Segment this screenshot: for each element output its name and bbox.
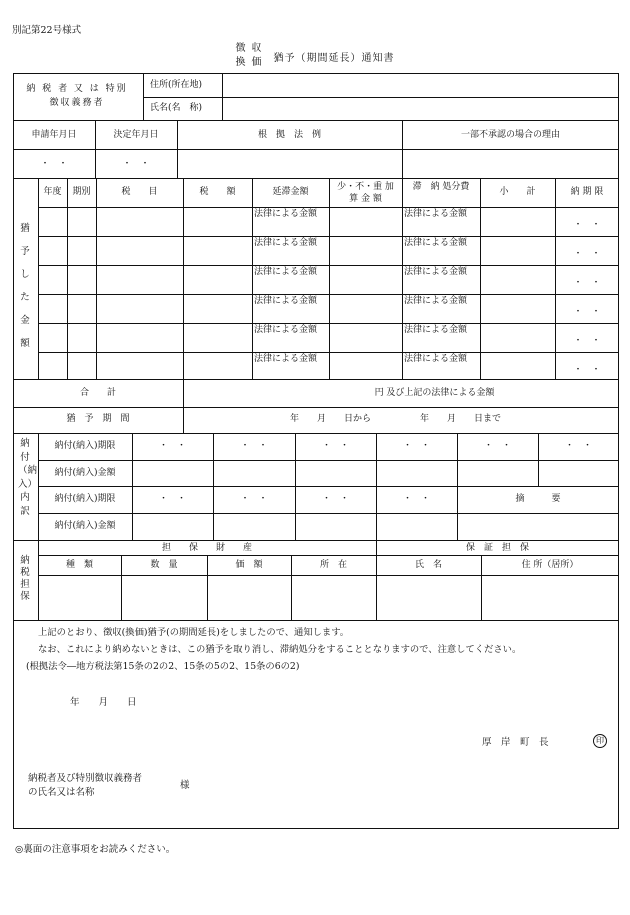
rule-grace-col-4 [252, 178, 253, 379]
grace-col-header-0: 年度 [43, 187, 62, 197]
issuer-title: 厚 岸 町 長 [482, 737, 549, 748]
basis-law-header: 根 拠 法 例 [257, 130, 321, 140]
grace-col-header-2: 税 目 [121, 187, 158, 197]
title-main: 猶予（期間延長）通知書 [273, 52, 395, 64]
period-to: 年 月 日まで [420, 414, 502, 424]
taxpayer-label: 納 税 者 又 は 特別徴収義務者 [26, 84, 128, 108]
rule-grace-col-3 [183, 178, 184, 379]
guarantor-header: 保 証 担 保 [465, 543, 529, 553]
grace-col-header-1: 期別 [72, 187, 91, 197]
payment-due-dots-b-1: ・ ・ [240, 494, 268, 504]
payment-due-label-1: 納付(納入)期限 [54, 441, 116, 451]
footer-note: ◎裏面の注意事項をお読みください。 [15, 844, 176, 855]
rule-dates-bottom [13, 178, 619, 179]
grace-col-header-3: 税 額 [199, 187, 236, 197]
rule-grace-row-4 [38, 323, 619, 324]
payment-due-dots-a-5: ・ ・ [564, 441, 592, 451]
legal-amount-process-2: 法律による金額 [404, 267, 468, 277]
due-date-0: ・ ・ [573, 220, 601, 230]
rule-sec-cols [38, 575, 619, 576]
seal-mark: 印 [593, 734, 607, 748]
rule-total-bottom [13, 407, 619, 408]
legal-amount-process-5: 法律による金額 [404, 354, 468, 364]
rule-pay-row-3 [38, 513, 619, 514]
taxpayer-divider [143, 97, 619, 98]
rule-pay-row-1 [38, 460, 619, 461]
legal-amount-process-4: 法律による金額 [404, 325, 468, 335]
payment-amount-label-1: 納付(納入)金額 [54, 468, 116, 478]
collateral-price: 価 額 [235, 560, 263, 570]
payment-due-dots-a-2: ・ ・ [321, 441, 349, 451]
rule-grace-col-7 [480, 178, 481, 379]
grace-side-label: 猶予した金額 [20, 223, 30, 349]
rule-taxpayer-label [143, 74, 144, 120]
notice-line-2: なお、これにより納めないときは、この猶予を取り消し、滞納処分をすることとなりますので、注意してください。 [38, 644, 522, 655]
grace-col-header-8: 納 期 限 [570, 187, 604, 197]
payment-due-dots-a-1: ・ ・ [240, 441, 268, 451]
title-stack [236, 42, 268, 70]
due-date-4: ・ ・ [573, 336, 601, 346]
payment-due-dots-a-3: ・ ・ [402, 441, 430, 451]
legal-amount-late-2: 法律による金額 [254, 267, 318, 277]
legal-amount-late-1: 法律による金額 [254, 238, 318, 248]
addressee-line-2: の氏名又は名称 [28, 787, 95, 798]
collateral-header: 担 保 財 産 [161, 543, 252, 553]
legal-amount-late-3: 法律による金額 [254, 296, 318, 306]
rule-sec-bottom [13, 620, 619, 621]
rule-pay-bottom [13, 540, 619, 541]
due-date-2: ・ ・ [573, 278, 601, 288]
rule-taxpayer-bottom [13, 120, 619, 121]
period-label: 猶 予 期 間 [66, 414, 130, 424]
grace-col-header-5: 少・不・重 加 算 金 額 [337, 182, 394, 204]
period-from: 年 月 日から [290, 414, 372, 424]
collateral-quantity: 数 量 [150, 560, 178, 570]
due-date-1: ・ ・ [573, 249, 601, 259]
legal-amount-late-5: 法律による金額 [254, 354, 318, 364]
rule-grace-col-6 [402, 178, 403, 379]
payment-due-dots-b-3: ・ ・ [402, 494, 430, 504]
collateral-location: 所 在 [319, 560, 347, 570]
issue-date: 年 月 日 [70, 697, 137, 708]
collateral-kind: 種 類 [65, 560, 93, 570]
notice-line-3: (根拠法令―地方税法第15条の2の2、15条の5の2、15条の6の2) [26, 661, 300, 672]
legal-amount-process-0: 法律による金額 [404, 209, 468, 219]
rule-grace-row-2 [38, 265, 619, 266]
rule-grace-bottom [13, 379, 619, 380]
title-stack-top: 徴収 [235, 43, 268, 54]
rule-pay-row-2 [38, 486, 619, 487]
notice-line-1: 上記のとおり、徴収(換価)猶予(の期間延長)をしましたので、通知します。 [38, 627, 350, 638]
total-label: 合 計 [79, 388, 116, 398]
request-date-value: ・ ・ [40, 159, 68, 169]
title-stack-bottom: 換価 [235, 57, 268, 68]
rule-basis-left [177, 120, 178, 178]
rule-total-split [183, 379, 184, 433]
rule-grace-row-3 [38, 294, 619, 295]
rule-header-bottom [13, 149, 619, 150]
payment-due-dots-b-2: ・ ・ [321, 494, 349, 504]
legal-amount-late-0: 法律による金額 [254, 209, 318, 219]
payment-due-label-2: 納付(納入)期限 [54, 494, 116, 504]
rule-period-bottom [13, 433, 619, 434]
address-label: 住所(所在地) [150, 80, 203, 90]
rule-grace-row-1 [38, 236, 619, 237]
rule-grace-col-1 [67, 178, 68, 379]
form-number: 別記第22号様式 [12, 25, 82, 36]
grace-col-header-6: 滞 納 処分費 [412, 182, 470, 192]
payment-amount-label-2: 納付(納入)金額 [54, 521, 116, 531]
legal-amount-late-4: 法律による金額 [254, 325, 318, 335]
name-label: 氏名(名 称) [150, 103, 203, 113]
decision-date-value: ・ ・ [122, 159, 150, 169]
security-side-label: 納税担保 [20, 555, 30, 602]
addressee-line-1: 納税者及び特別徴収義務者 [28, 773, 143, 784]
due-date-3: ・ ・ [573, 307, 601, 317]
payment-due-dots-b-0: ・ ・ [158, 494, 186, 504]
addressee-honorific: 様 [180, 780, 190, 791]
payment-side-label: 納付（納入）内訳 [18, 438, 38, 517]
request-date-header: 申請年月日 [31, 130, 77, 140]
payment-due-dots-a-4: ・ ・ [483, 441, 511, 451]
rule-grace-col-2 [96, 178, 97, 379]
document-title [0, 42, 630, 70]
legal-amount-process-1: 法律による金額 [404, 238, 468, 248]
rule-basis-right [402, 120, 403, 178]
decision-date-header: 決定年月日 [113, 130, 159, 140]
guarantor-name: 氏 名 [414, 560, 442, 570]
grace-col-header-7: 小 計 [499, 187, 536, 197]
legal-amount-process-3: 法律による金額 [404, 296, 468, 306]
summary-label: 摘 要 [515, 494, 561, 504]
rule-grace-col-5 [329, 178, 330, 379]
total-value: 円 及び上記の法律による金額 [374, 388, 495, 398]
rule-grace-head [38, 207, 619, 208]
rule-taxpayer-field [222, 74, 223, 120]
rule-grace-row-5 [38, 352, 619, 353]
payment-due-dots-a-0: ・ ・ [158, 441, 186, 451]
rule-grace-col-0 [38, 178, 39, 379]
grace-col-header-4: 延滞金額 [272, 187, 309, 197]
guarantor-address: 住 所（居所） [521, 560, 579, 570]
partial-reason-header: 一部不承認の場合の理由 [460, 130, 560, 140]
rule-sec-head [38, 555, 619, 556]
due-date-5: ・ ・ [573, 365, 601, 375]
